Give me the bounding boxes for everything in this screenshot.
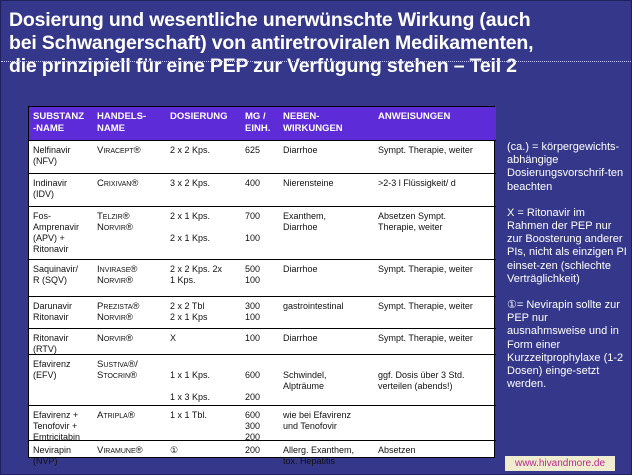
table-cell: 2 x 2 Kps. 2x 1 Kps. (170, 264, 223, 285)
table-cell: Absetzen (378, 445, 416, 455)
table-cell: Absetzen Sympt. Therapie, weiter (378, 211, 447, 232)
page-title (9, 9, 627, 78)
table-cell: 600 200 (245, 370, 261, 402)
table-header (29, 107, 496, 140)
table-cell: Telzir® Norvir® (97, 211, 133, 233)
table-cell: Nelfinavir (NFV) (33, 145, 71, 166)
table-row (29, 296, 496, 328)
table-cell: X (170, 333, 177, 343)
table-row (29, 328, 496, 354)
table-cell: 600 300 200 (245, 410, 261, 442)
table-cell: 100 (245, 333, 261, 343)
table-cell: Prezista® Norvir® (97, 301, 140, 323)
table-cell: Saquinavir/ R (SQV) (33, 264, 79, 285)
table-cell: Nevirapin (NVP) (33, 445, 72, 466)
table-cell: Norvir® (97, 333, 133, 344)
table-cell: Sympt. Therapie, weiter (378, 264, 473, 274)
table-cell: 1 x 1 Kps. 1 x 3 Kps. (170, 370, 211, 402)
table-cell: 2 x 2 Kps. (170, 145, 211, 155)
table-cell: Diarrhoe (283, 333, 318, 343)
table-cell: Efavirenz + Tenofovir + Emtricitabin (33, 410, 81, 442)
table-cell: Diarrhoe (283, 264, 318, 274)
table-cell: Darunavir Ritonavir (33, 301, 73, 322)
table-cell: 2 x 1 Kps. 2 x 1 Kps. (170, 211, 211, 243)
title-line-3: die prinzipiell für eine PEP zur Verfügung stehen – Teil 2 (9, 55, 517, 77)
table-cell: Indinavir (IDV) (33, 178, 68, 199)
table-row (29, 354, 496, 405)
table-cell: 1 x 1 Tbl. (170, 410, 207, 420)
table-row (29, 405, 496, 440)
table-cell: ① (170, 445, 179, 455)
title-line-2: bei Schwangerschaft) von antiretroviralen Medikamenten, (9, 32, 534, 54)
table-cell: 400 (245, 178, 261, 188)
table-cell: wie bei Efavirenz und Tenofovir (283, 410, 352, 431)
header-substance: SUBSTANZ -NAME (33, 111, 85, 134)
table-cell: Atripla® (97, 410, 135, 421)
table-cell: 625 (245, 145, 261, 155)
table-cell: Efavirenz (EFV) (33, 359, 71, 380)
table-cell: Sympt. Therapie, weiter (378, 333, 473, 343)
table-row (29, 140, 496, 173)
table-cell: Ritonavir (RTV) (33, 333, 69, 354)
header-dosage: DOSIERUNG (170, 111, 228, 122)
website-link[interactable]: www.hivandmore.de (505, 456, 615, 471)
drug-table (28, 106, 495, 466)
table-cell: Sympt. Therapie, weiter (378, 301, 473, 311)
table-cell: Sympt. Therapie, weiter (378, 145, 473, 155)
title-line-1: Dosierung und wesentliche unerwünschte Wirkung (auch (9, 9, 531, 31)
table-row (29, 206, 496, 259)
table-cell: Exanthem, Diarrhoe (283, 211, 327, 232)
table-cell: 2 x 2 Tbl 2 x 1 Kps (170, 301, 208, 322)
table-cell: gastrointestinal (283, 301, 344, 311)
table-cell: Diarrhoe (283, 145, 318, 155)
table-cell: 3 x 2 Kps. (170, 178, 211, 188)
note-nevirapin: ①= Nevirapin sollte zur PEP nur ausnahmsweise und in Form einer Kurzzeitprophylaxe (1-2 Dosen) einge-setzt werden. (507, 299, 624, 391)
table-cell: Schwindel, Alpträume (283, 370, 327, 391)
note-weight-dosing: (ca.) = körpergewichts-abhängige Dosierungsvorschrif-ten beachten (507, 141, 624, 193)
table-cell: 200 (245, 445, 261, 455)
header-instructions: ANWEISUNGEN (378, 111, 451, 122)
table-cell: 700 100 (245, 211, 261, 243)
table-cell: Fos- Amprenavir (APV) + Ritonavir (33, 211, 80, 254)
table-cell: 500 100 (245, 264, 261, 285)
header-trade-name: HANDELS- NAME (97, 111, 147, 134)
table-cell: Sustiva®/ Stocrin® (97, 359, 138, 381)
table-cell: Nierensteine (283, 178, 334, 188)
table-cell: Invirase® Norvir® (97, 264, 138, 286)
side-notes (507, 141, 627, 404)
header-side-effects: NEBEN- WIRKUNGEN (283, 111, 343, 134)
title-divider (1, 61, 632, 63)
table-cell: 300 100 (245, 301, 261, 322)
table-row (29, 259, 496, 296)
table-row (29, 440, 496, 466)
note-ritonavir: X = Ritonavir im Rahmen der PEP nur zur Boosterung anderer PIs, nicht als einzigen PI einset-zen (schlechte Verträglichkeit) (507, 206, 627, 285)
table-row (29, 173, 496, 206)
table-cell: Allerg. Exanthem, tox. Hepatitis (283, 445, 355, 466)
table-cell: >2-3 l Flüssigkeit/ d (378, 178, 456, 188)
table-cell: Crixivan® (97, 178, 139, 189)
table-cell: Viracept® (97, 145, 141, 156)
header-mg-unit: MG / EINH. (245, 111, 271, 134)
table-cell: Viramune® (97, 445, 143, 456)
table-cell: ggf. Dosis über 3 Std. verteilen (abends!) (378, 370, 465, 391)
